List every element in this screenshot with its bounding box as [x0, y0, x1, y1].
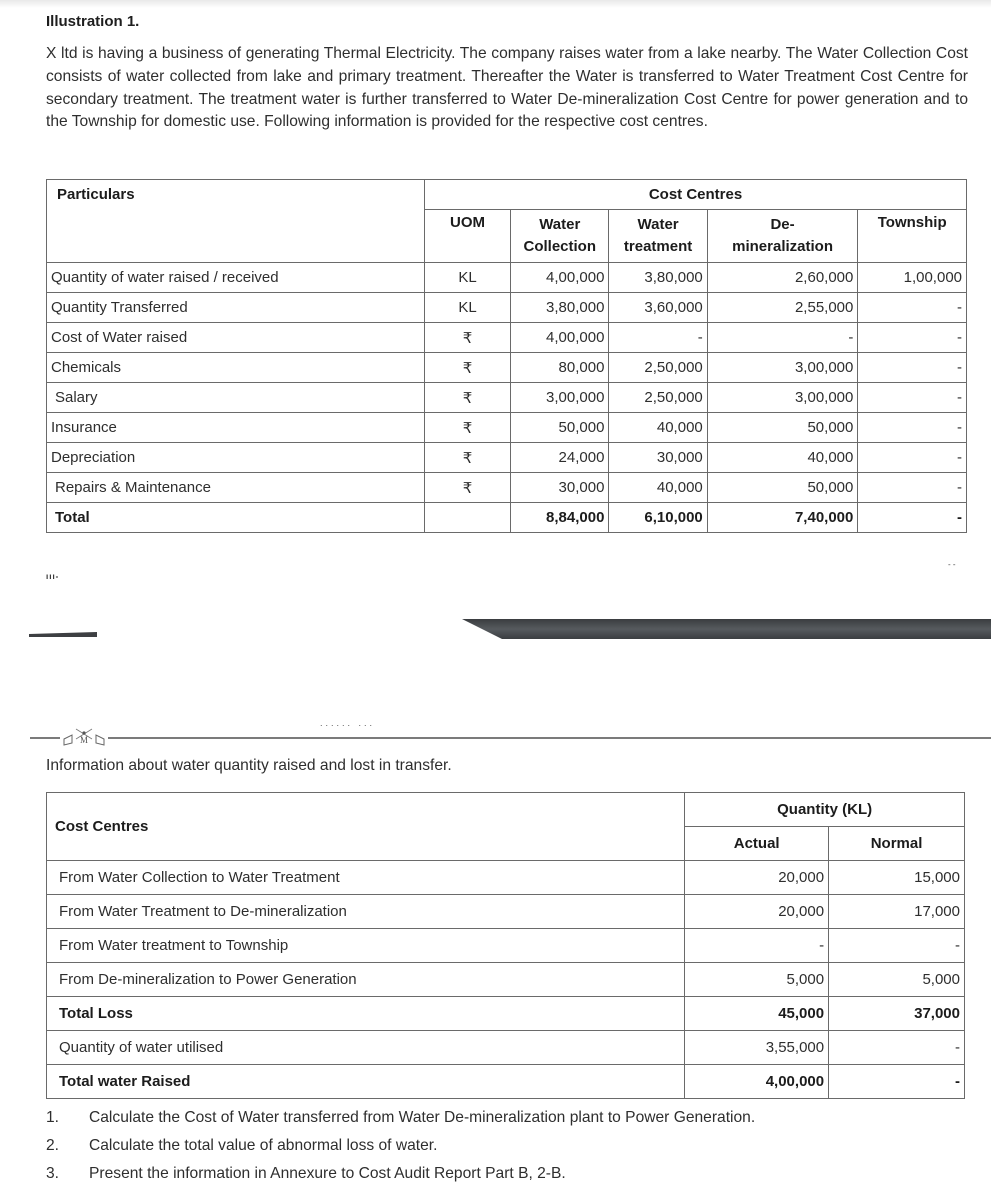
total-row: [47, 503, 967, 533]
normal-value: 5,000: [829, 963, 965, 997]
cell-value: -: [858, 443, 967, 473]
illustration-title: Illustration 1.: [46, 13, 140, 30]
row-label: Chemicals: [47, 353, 425, 383]
faint-header-text: ...... ...: [320, 718, 376, 728]
actual-value: 20,000: [685, 861, 829, 895]
normal-value: 15,000: [829, 861, 965, 895]
page-break-bar: [462, 619, 991, 639]
table-row: [47, 413, 967, 443]
column-header-water-treatment: Water treatment: [609, 210, 707, 263]
question-text: Calculate the total value of abnormal loss of water.: [89, 1137, 438, 1154]
question-item: [46, 1104, 755, 1132]
row-uom: ₹: [425, 323, 511, 353]
total-loss-row: [47, 997, 965, 1031]
row-label: From Water treatment to Township: [47, 929, 685, 963]
loss-section-heading: Information about water quantity raised and lost in transfer.: [46, 757, 452, 774]
row-label: Salary: [47, 383, 425, 413]
scan-artifact-fragment: - -: [948, 560, 956, 569]
table-row: [47, 443, 967, 473]
actual-value: -: [685, 929, 829, 963]
table-row: [47, 263, 967, 293]
cost-centres-header: Cost Centres: [47, 793, 685, 861]
particulars-header: Particulars: [47, 180, 425, 263]
question-number: 3.: [46, 1165, 60, 1182]
row-label: Cost of Water raised: [47, 323, 425, 353]
total-raised-row: [47, 1065, 965, 1099]
row-uom: ₹: [425, 443, 511, 473]
row-label: Quantity Transferred: [47, 293, 425, 323]
normal-value: -: [829, 929, 965, 963]
row-label: Insurance: [47, 413, 425, 443]
cell-value: 40,000: [609, 413, 707, 443]
actual-value: 20,000: [685, 895, 829, 929]
cell-value: -: [858, 503, 967, 533]
row-label: From Water Treatment to De-mineralization: [47, 895, 685, 929]
cell-value: 3,80,000: [511, 293, 609, 323]
row-uom: ₹: [425, 473, 511, 503]
page-break-bar: [29, 632, 97, 637]
cell-value: -: [858, 413, 967, 443]
row-label: Quantity of water utilised: [47, 1031, 685, 1065]
row-label: Depreciation: [47, 443, 425, 473]
row-label: From Water Collection to Water Treatment: [47, 861, 685, 895]
table-row: [47, 383, 967, 413]
cell-value: 50,000: [511, 413, 609, 443]
column-header-water-collection: Water Collection: [511, 210, 609, 263]
table-row: [47, 1031, 965, 1065]
table-row: [47, 963, 965, 997]
cell-value: 2,60,000: [707, 263, 858, 293]
question-item: [46, 1160, 755, 1188]
question-text: Present the information in Annexure to Cost Audit Report Part B, 2-B.: [89, 1165, 566, 1182]
actual-value: 5,000: [685, 963, 829, 997]
cell-value: 2,55,000: [707, 293, 858, 323]
column-header-actual: Actual: [685, 827, 829, 861]
institute-logo-icon: [60, 727, 108, 747]
cell-value: -: [707, 323, 858, 353]
row-label: Total water Raised: [47, 1065, 685, 1099]
table-row: [47, 929, 965, 963]
cost-centres-header: Cost Centres: [425, 180, 967, 210]
cell-value: -: [858, 353, 967, 383]
row-label: Quantity of water raised / received: [47, 263, 425, 293]
question-number: 2.: [46, 1137, 60, 1154]
actual-value: 3,55,000: [685, 1031, 829, 1065]
row-label: Repairs & Maintenance: [47, 473, 425, 503]
cost-centre-table: [46, 179, 967, 533]
normal-value: 37,000: [829, 997, 965, 1031]
cell-value: 6,10,000: [609, 503, 707, 533]
cell-value: -: [858, 293, 967, 323]
intro-paragraph: X ltd is having a business of generating Thermal Electricity. The company raises water from a lake nearby. The Water Collection Cost consists of water collected from lake and primary treatment. Thereafter the Water is transferred to Water Treatment Cost Centre for secondary treatment. The treatment water is further transferred to Water De-mineralization Cost Centre for power generation and to the Township for domestic use. Following information is provided for the respective cost centres.: [46, 45, 968, 131]
cell-value: 30,000: [609, 443, 707, 473]
normal-value: 17,000: [829, 895, 965, 929]
cell-value: 7,40,000: [707, 503, 858, 533]
row-uom: [425, 503, 511, 533]
cell-value: 1,00,000: [858, 263, 967, 293]
question-text: Calculate the Cost of Water transferred from Water De-mineralization plant to Power Generation.: [89, 1109, 756, 1126]
cell-value: 30,000: [511, 473, 609, 503]
cell-value: 2,50,000: [609, 383, 707, 413]
cell-value: 40,000: [707, 443, 858, 473]
normal-value: -: [829, 1065, 965, 1099]
table-row: [47, 895, 965, 929]
row-label: From De-mineralization to Power Generation: [47, 963, 685, 997]
cell-value: 50,000: [707, 413, 858, 443]
row-uom: KL: [425, 293, 511, 323]
scan-artifact-fragment: ııı-: [46, 572, 60, 581]
cell-value: 3,60,000: [609, 293, 707, 323]
quantity-group-header: Quantity (KL): [685, 793, 965, 827]
row-uom: ₹: [425, 413, 511, 443]
cell-value: 40,000: [609, 473, 707, 503]
question-item: [46, 1132, 755, 1160]
uom-header: UOM: [425, 210, 511, 263]
table-row: [47, 293, 967, 323]
row-uom: ₹: [425, 383, 511, 413]
svg-text:M: M: [79, 735, 89, 745]
water-loss-table: [46, 792, 965, 1099]
row-label: Total Loss: [47, 997, 685, 1031]
column-header-demineralization: De- mineralization: [707, 210, 858, 263]
actual-value: 4,00,000: [685, 1065, 829, 1099]
table-row: [47, 861, 965, 895]
cell-value: -: [858, 383, 967, 413]
cell-value: -: [858, 473, 967, 503]
table-row: [47, 473, 967, 503]
row-uom: ₹: [425, 353, 511, 383]
cell-value: -: [609, 323, 707, 353]
table-row: [47, 323, 967, 353]
cell-value: 2,50,000: [609, 353, 707, 383]
cell-value: 3,00,000: [707, 383, 858, 413]
questions-list: [46, 1104, 755, 1188]
normal-value: -: [829, 1031, 965, 1065]
page-top-shadow: [0, 0, 991, 8]
cell-value: 3,00,000: [511, 383, 609, 413]
row-label: Total: [47, 503, 425, 533]
cell-value: 80,000: [511, 353, 609, 383]
table-row: [47, 353, 967, 383]
cell-value: 3,00,000: [707, 353, 858, 383]
header-rule: [30, 737, 991, 739]
actual-value: 45,000: [685, 997, 829, 1031]
cell-value: 24,000: [511, 443, 609, 473]
column-header-normal: Normal: [829, 827, 965, 861]
column-header-township: Township: [858, 210, 967, 263]
cell-value: -: [858, 323, 967, 353]
cell-value: 4,00,000: [511, 323, 609, 353]
cell-value: 3,80,000: [609, 263, 707, 293]
cell-value: 50,000: [707, 473, 858, 503]
cell-value: 4,00,000: [511, 263, 609, 293]
row-uom: KL: [425, 263, 511, 293]
question-number: 1.: [46, 1109, 60, 1126]
cell-value: 8,84,000: [511, 503, 609, 533]
